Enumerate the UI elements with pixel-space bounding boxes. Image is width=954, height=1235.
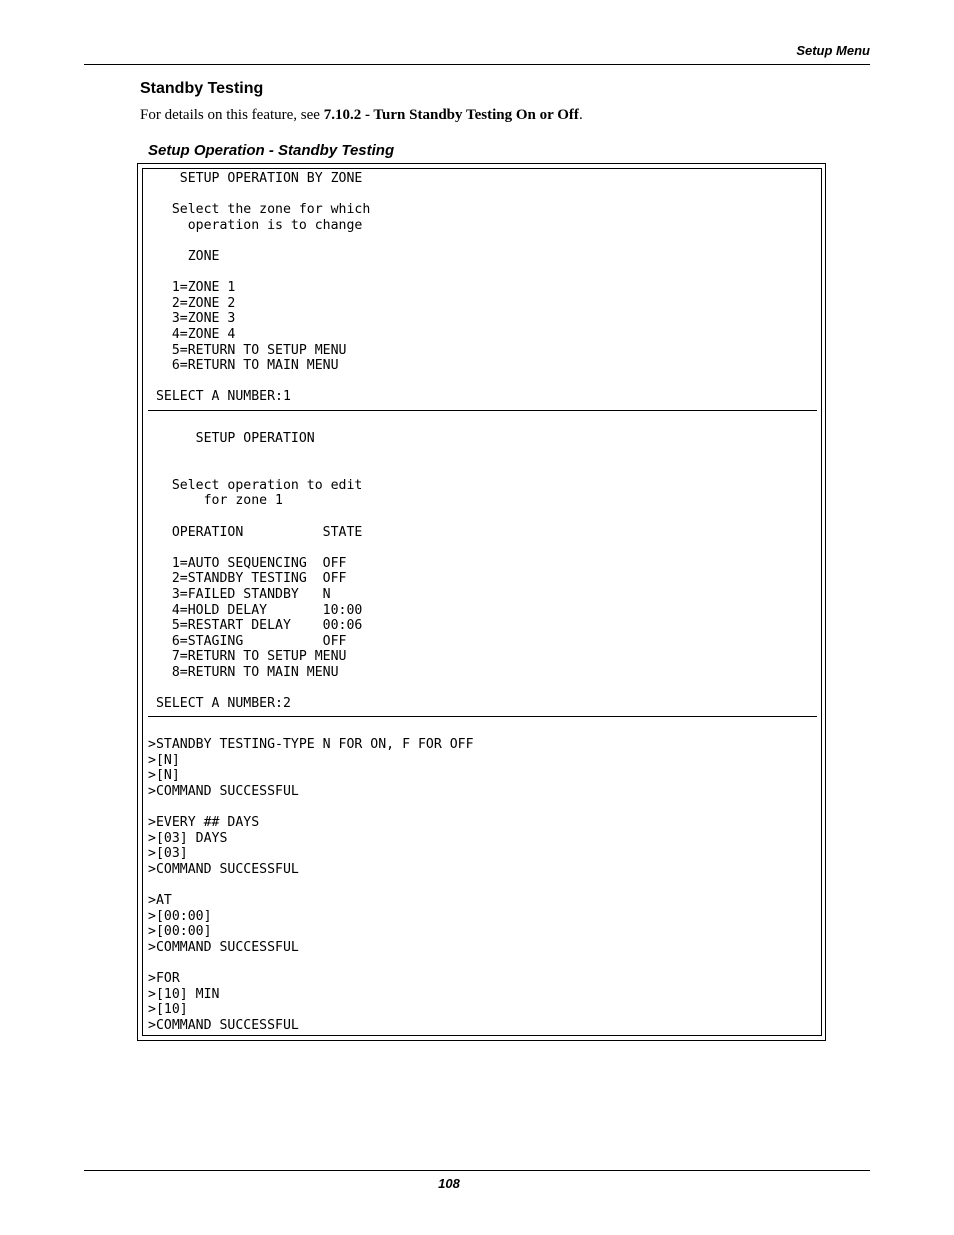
header-rule (84, 64, 870, 65)
intro-prefix: For details on this feature, see (140, 107, 324, 123)
zone-select-screen: SETUP OPERATION BY ZONE Select the zone for which operation is to change ZONE 1=ZONE 1 2=ZONE 2 3=ZONE 3 4=ZONE 4 5=RETURN TO SETUP MENU 6=RETURN TO MAIN MENU SELECT A NUMBER:1 (155, 171, 371, 405)
intro-suffix: . (578, 107, 583, 123)
page-number: 108 (438, 1176, 460, 1191)
panel-divider (148, 410, 817, 411)
intro-paragraph (140, 107, 583, 124)
figure-caption: Setup Operation - Standby Testing (148, 142, 395, 159)
operation-select-screen: SETUP OPERATION Select operation to edit for zone 1 OPERATION STATE 1=AUTO SEQUENCING OFF 2=STANDBY TESTING OFF 3=FAILED STANDBY N 4=HOLD DELAY 10:00 5=RESTART DELAY 00:06 6=STAGING OFF 7=RETURN TO SETUP MENU 8=RETURN TO MAIN MENU SELECT A NUMBER:2 (155, 431, 363, 712)
cross-reference-link[interactable]: 7.10.2 - Turn Standby Testing On or Off (323, 107, 579, 123)
command-log-screen: >STANDBY TESTING-TYPE N FOR ON, F FOR OFF >[N] >[N] >COMMAND SUCCESSFUL >EVERY ## DAYS >[03] DAYS >[03] >COMMAND SUCCESSFUL >AT >[00:00] >[00:00] >COMMAND SUCCESSFUL >FOR >[10] MIN >[10] >COMMAND SUCCESSFUL (148, 737, 474, 1033)
footer-rule (84, 1170, 870, 1171)
section-title: Standby Testing (140, 80, 264, 97)
panel-divider (148, 716, 817, 717)
running-header: Setup Menu (796, 43, 870, 58)
